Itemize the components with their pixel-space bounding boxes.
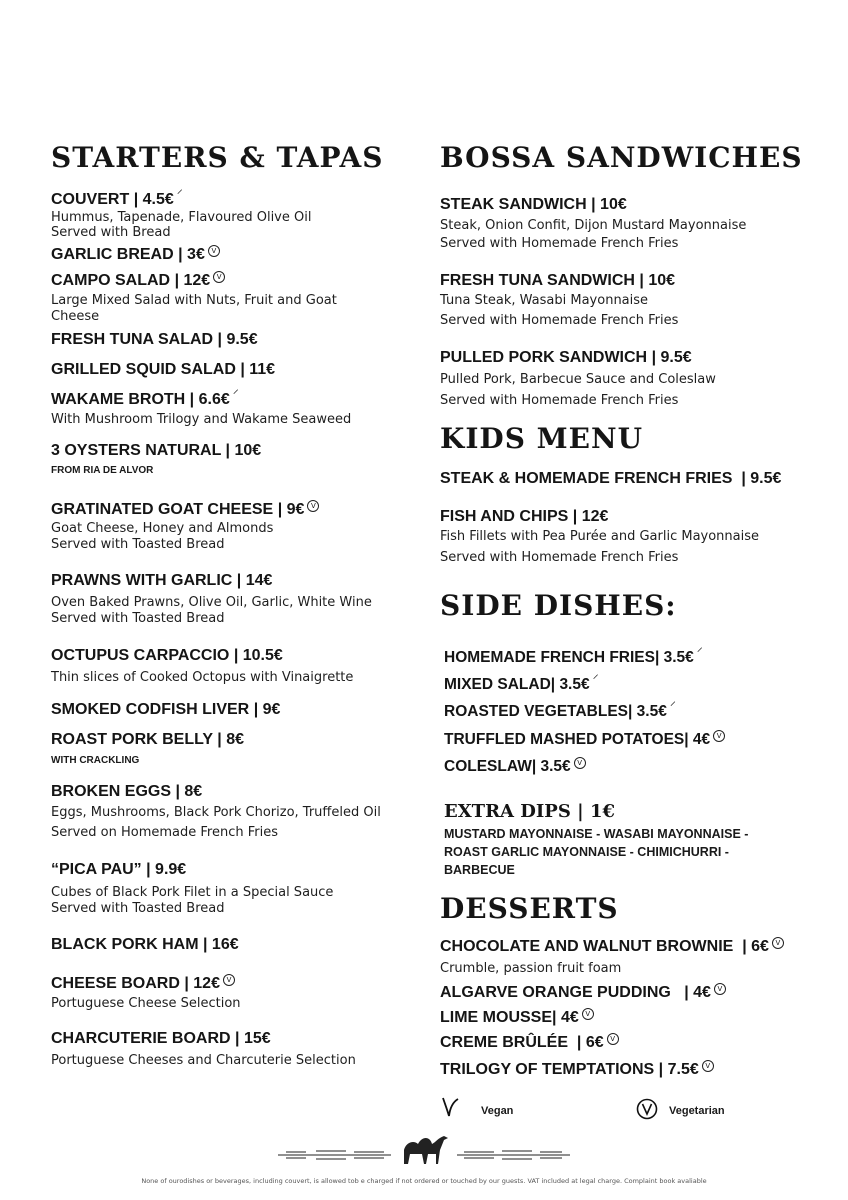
menu-item-pork-belly: ROAST PORK BELLY | 8€ [51, 731, 244, 748]
item-desc: Served with Toasted Bread [51, 537, 225, 552]
menu-item-charcuterie: CHARCUTERIE BOARD | 15€ [51, 1030, 271, 1047]
menu-item-campo-salad: CAMPO SALAD | 12€ V [51, 271, 225, 290]
item-desc: Served with Homemade French Fries [440, 313, 679, 328]
menu-item-creme-brulee: CREME BRÛLÉE | 6€ V [440, 1033, 619, 1052]
item-desc: Tuna Steak, Wasabi Mayonnaise [440, 293, 649, 308]
menu-item-fish-chips: FISH AND CHIPS | 12€ [440, 508, 609, 525]
vegetarian-circle-icon: V [223, 974, 235, 986]
vegan-leaf-icon: ⸍ [669, 699, 676, 713]
kids-title: KIDS MENU [440, 422, 644, 455]
vegetarian-circle-icon: V [772, 937, 784, 949]
footer-disclaimer: None of ourodishes or beverages, including couvert, is allowed tob e charged if not ordered or touched by our guests. VAT included at legal charge. Complaint book avaliable [141, 1177, 707, 1185]
menu-item-codfish: SMOKED CODFISH LIVER | 9€ [51, 701, 281, 718]
menu-item-coleslaw: COLESLAW| 3.5€ V [444, 757, 586, 776]
menu-item-trilogy: TRILOGY OF TEMPTATIONS | 7.5€ V [440, 1060, 714, 1079]
item-desc: Steak, Onion Confit, Dijon Mustard Mayonnaise [440, 218, 747, 233]
menu-item-pork-ham: BLACK PORK HAM | 16€ [51, 936, 239, 953]
item-desc: Goat Cheese, Honey and Almonds [51, 521, 274, 536]
item-desc: Eggs, Mushrooms, Black Pork Chorizo, Truffeled Oil [51, 805, 381, 820]
vegetarian-circle-icon [636, 1098, 658, 1120]
item-desc: Large Mixed Salad with Nuts, Fruit and Goat [51, 293, 337, 308]
menu-item-oysters: 3 OYSTERS NATURAL | 10€ [51, 442, 262, 459]
dips-line: BARBECUE [444, 863, 515, 877]
menu-item-prawns: PRAWNS WITH GARLIC | 14€ [51, 572, 273, 589]
item-desc: Served with Homemade French Fries [440, 550, 679, 565]
vegetarian-circle-icon: V [582, 1008, 594, 1020]
item-desc: Served with Bread [51, 225, 171, 240]
menu-item-mixed-salad: MIXED SALAD| 3.5€ ⸍ [444, 672, 599, 693]
vegetarian-circle-icon: V [713, 730, 725, 742]
starters-title: STARTERS & TAPAS [51, 141, 384, 174]
sandwiches-title: BOSSA SANDWICHES [440, 141, 803, 174]
menu-item-goat-cheese: GRATINATED GOAT CHEESE | 9€ V [51, 500, 319, 519]
leaf-icon [440, 1096, 460, 1118]
menu-item-mashed-potatoes: TRUFFLED MASHED POTATOES| 4€ V [444, 730, 725, 749]
legend-vegan-label: Vegan [481, 1105, 514, 1117]
item-desc: Served on Homemade French Fries [51, 825, 279, 840]
item-desc: Cheese [51, 309, 100, 324]
item-note: WITH CRACKLING [51, 755, 140, 766]
menu-item-pica-pau: “PICA PAU” | 9.9€ [51, 861, 187, 878]
camel-wheat-logo-icon [276, 1128, 572, 1170]
dips-line: MUSTARD MAYONNAISE - WASABI MAYONNAISE - [444, 827, 749, 841]
item-note: FROM RIA DE ALVOR [51, 465, 154, 476]
vegetarian-circle-icon: V [213, 271, 225, 283]
menu-item-tuna-sandwich: FRESH TUNA SANDWICH | 10€ [440, 272, 676, 289]
menu-item-lime-mousse: LIME MOUSSE| 4€ V [440, 1008, 594, 1027]
menu-item-tuna-salad: FRESH TUNA SALAD | 9.5€ [51, 331, 258, 348]
vegetarian-circle-icon: V [208, 245, 220, 257]
menu-item-pudding: ALGARVE ORANGE PUDDING | 4€ V [440, 983, 726, 1002]
menu-item-steak-sandwich: STEAK SANDWICH | 10€ [440, 196, 627, 213]
menu-item-pulled-pork: PULLED PORK SANDWICH | 9.5€ [440, 349, 692, 366]
menu-item-fries: HOMEMADE FRENCH FRIES| 3.5€ ⸍ [444, 645, 703, 666]
item-desc: Served with Toasted Bread [51, 611, 225, 626]
menu-item-broken-eggs: BROKEN EGGS | 8€ [51, 783, 203, 800]
vegetarian-circle-icon: V [307, 500, 319, 512]
item-desc: With Mushroom Trilogy and Wakame Seaweed [51, 412, 352, 427]
item-desc: Hummus, Tapenade, Flavoured Olive Oil [51, 210, 312, 225]
item-desc: Portuguese Cheese Selection [51, 996, 241, 1011]
item-desc: Pulled Pork, Barbecue Sauce and Coleslaw [440, 372, 716, 387]
vegan-leaf-icon: ⸍ [696, 645, 703, 659]
vegan-leaf-icon: ⸍ [176, 187, 183, 201]
item-desc: Served with Toasted Bread [51, 901, 225, 916]
menu-item-octupus: OCTUPUS CARPACCIO | 10.5€ [51, 647, 283, 664]
dips-line: ROAST GARLIC MAYONNAISE - CHIMICHURRI - [444, 845, 729, 859]
menu-item-garlic-bread: GARLIC BREAD | 3€ V [51, 245, 220, 264]
vegan-leaf-icon: ⸍ [592, 672, 599, 686]
menu-item-cheese-board: CHEESE BOARD | 12€ V [51, 974, 235, 993]
menu-item-brownie: CHOCOLATE AND WALNUT BROWNIE | 6€ V [440, 937, 784, 956]
vegetarian-circle-icon: V [714, 983, 726, 995]
legend-vegetarian-label: Vegetarian [669, 1105, 725, 1117]
item-desc: Oven Baked Prawns, Olive Oil, Garlic, White Wine [51, 595, 372, 610]
vegetarian-circle-icon: V [702, 1060, 714, 1072]
sides-title: SIDE DISHES: [440, 589, 677, 622]
menu-item-couvert: COUVERT | 4.5€ ⸍ [51, 187, 183, 208]
item-desc: Served with Homemade French Fries [440, 393, 679, 408]
vegan-leaf-icon: ⸍ [232, 387, 239, 401]
item-desc: Crumble, passion fruit foam [440, 961, 622, 976]
menu-item-roasted-veg: ROASTED VEGETABLES| 3.5€ ⸍ [444, 699, 676, 720]
vegetarian-circle-icon: V [574, 757, 586, 769]
item-desc: Thin slices of Cooked Octopus with Vinaigrette [51, 670, 354, 685]
extra-dips-title: EXTRA DIPS | 1€ [444, 801, 615, 822]
menu-item-squid-salad: GRILLED SQUID SALAD | 11€ [51, 361, 276, 378]
item-desc: Fish Fillets with Pea Purée and Garlic Mayonnaise [440, 529, 760, 544]
item-desc: Cubes of Black Pork Filet in a Special Sauce [51, 885, 334, 900]
menu-item-kids-steak: STEAK & HOMEMADE FRENCH FRIES | 9.5€ [440, 470, 782, 487]
menu-item-wakame: WAKAME BROTH | 6.6€ ⸍ [51, 387, 239, 408]
item-desc: Portuguese Cheeses and Charcuterie Selection [51, 1053, 356, 1068]
vegetarian-circle-icon: V [607, 1033, 619, 1045]
item-desc: Served with Homemade French Fries [440, 236, 679, 251]
desserts-title: DESSERTS [440, 892, 619, 925]
